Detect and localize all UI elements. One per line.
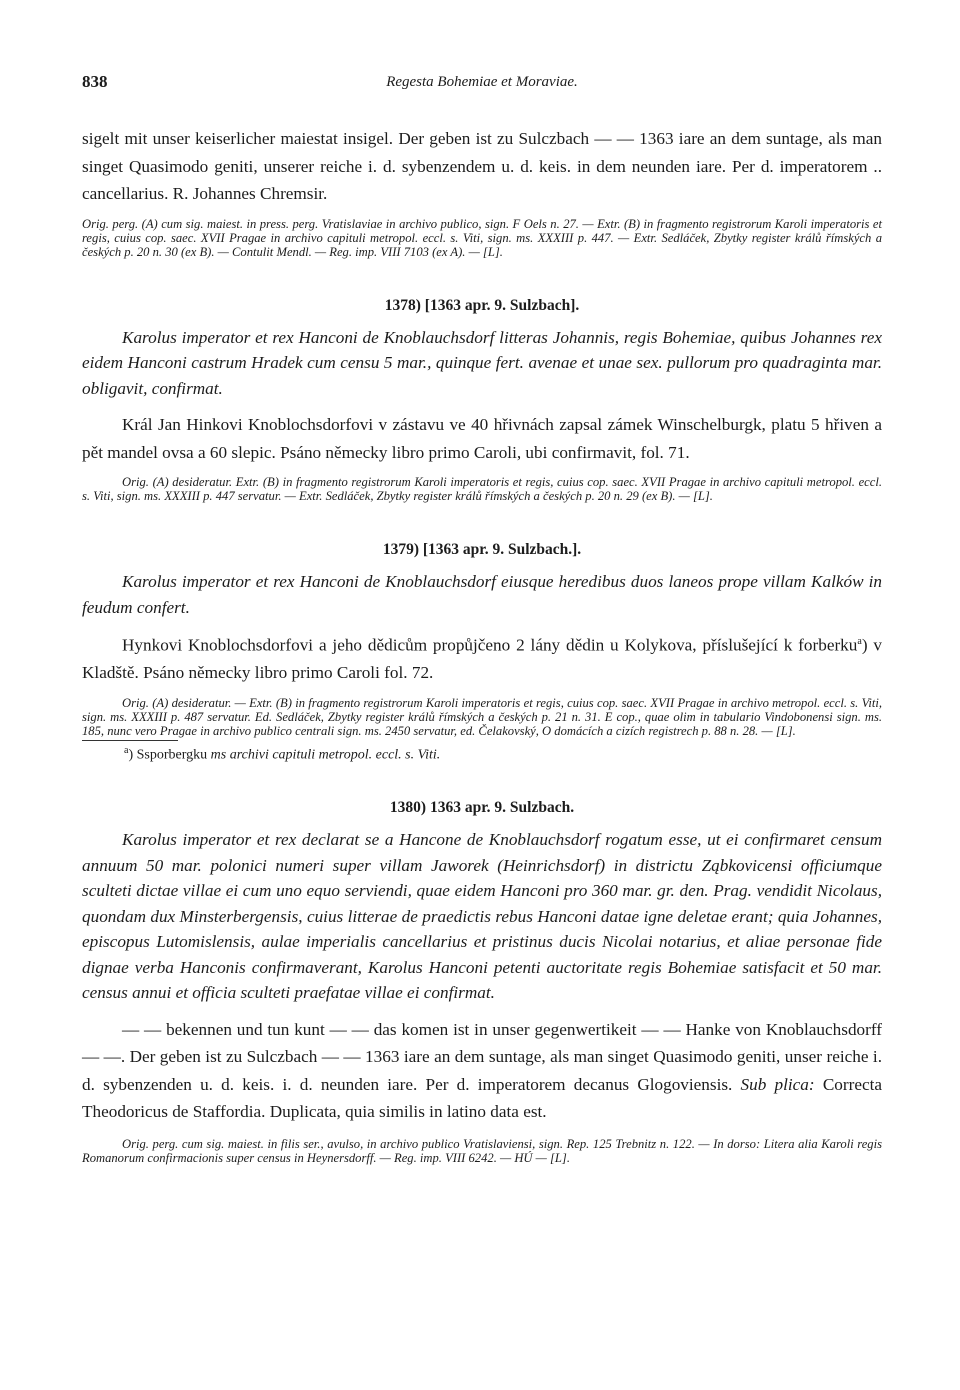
entry-1380-heading: 1380) 1363 apr. 9. Sulzbach. <box>389 799 575 817</box>
footnote-marker: a <box>124 744 129 756</box>
page-header <box>82 72 882 102</box>
footnote <box>82 745 882 764</box>
german-text-part-2: Correcta Theodoricus de Staffordia. Duplicata, quia similis in latino data est. <box>82 1074 883 1122</box>
footnote-divider <box>82 740 178 741</box>
german-text-part-1: — — bekennen und tun kunt — — das komen ist in unser gegenwertikeit — — Hanke von Knoblauchsdorff — —. Der geben ist zu Sulczbach — — 1363 iare an dem suntage, als man singet Quasimodo geniti, unser reiche i. d. sybenzenden u. d. keis. i. d. neunden iare. Per d. imperatorem decanus Glogoviensis. <box>82 1019 882 1094</box>
entry-1378-heading: 1378) [1363 apr. 9. Sulzbach]. <box>384 296 580 314</box>
entry-1379-heading: 1379) [1363 apr. 9. Sulzbach.]. <box>382 541 582 558</box>
entry-1378-latin-summary: Karolus imperator et rex Hanconi de Knoblauchsdorf litteras Johannis, regis Bohemiae, quibus Johannes rex eidem Hanconi castrum Hradek cum censu 5 mar., quinque fert. avenae et unae sex. pullorum pro quadraginta mar. obligavit, confirmat. <box>82 327 882 398</box>
entry-1379-latin-summary: Karolus imperator et rex Hanconi de Knoblauchsdorf eiusque heredibus duos laneos prope villam Kalków in feudum confert. <box>82 572 882 617</box>
sub-plica-label: Sub plica: <box>740 1074 815 1094</box>
entry-1380-note: Orig. perg. cum sig. maiest. in filis ser., avulso, in archivo publico Vratislaviensi, sign. Rep. 125 Trebnitz n. 122. — In dorso: Litera alia Karoli regis Romanorum confirmacionis super census in Heynersdorff. — Reg. imp. VIII 6242. — HÚ — [L]. <box>82 1136 882 1165</box>
entry-1380-german-text <box>82 1016 882 1126</box>
entry-1379-note: Orig. (A) desideratur. — Extr. (B) in fragmento registrorum Karoli imperatoris et regis, cuius cop. saec. XVII Pragae in archivo metropol. eccl. s. Viti, sign. ms. XXXIII p. 487 servatur. Ed. Sedláček, Zbytky register králů římských a českých p. 21 n. 31. E cop., quae olim in tabulario Vindobonensi sign. ms. 185, nunc vero Pragae in archivo publico centrali sign. ms. 2450 servatur, ed. Čelakovský, O domácích a cizích registrech p. 88 n. 28. — [L]. <box>82 695 882 738</box>
czech-text-part-2: ) v Kladště. Psáno německy libro primo Caroli fol. 72. <box>82 635 882 683</box>
document-page <box>82 72 882 1165</box>
intro-note: Orig. perg. (A) cum sig. maiest. in press. perg. Vratislaviae in archivo publico, sign. F Oels n. 27. — Extr. (B) in fragmento registrorum Karoli imperatoris et regis, cuius cop. saec. XVII Pragae in archivo capituli metropol. eccl. s. Viti, sign. ms. XXXIII p. 447. — Extr. Sedláček, Zbytky register králů římských a českých p. 20 n. 30 (ex B). — Contulit Mendl. — Reg. imp. VIII 7103 (ex A). — [L]. <box>82 216 882 259</box>
footnote-word: ) Ssporbergku <box>128 747 208 763</box>
running-title: Regesta Bohemiae et Moraviae. <box>386 74 578 90</box>
entry-1378-czech-summary: Král Jan Hinkovi Knoblochsdorfovi v zástavu ve 40 hřivnách zapsal zámek Winschelburgk, platu 5 hřiven a pět mandel ovsa a 60 slepic. Psáno německy libro primo Caroli, ubi confirmavit, fol. 71. <box>82 415 882 462</box>
entry-1379-czech-summary <box>82 628 882 687</box>
entry-1378-note: Orig. (A) desideratur. Extr. (B) in fragmento registrorum Karoli imperatoris et regis, cuius cop. saec. XVII Pragae in archivo capituli metropol. eccl. s. Viti, sign. ms. XXXIII p. 447 servatur. — Extr. Sedláček, Zbytky register králů římských a českých p. 20 n. 29 (ex B). — [L]. <box>82 475 882 503</box>
footnote-text: ms archivi capituli metropol. eccl. s. Viti. <box>207 747 441 763</box>
page-number: 838 <box>82 72 108 91</box>
intro-text: sigelt mit unser keiserlicher maiestat insigel. Der geben ist zu Sulczbach — — 1363 iare an dem suntage, als man singet Quasimodo geniti, unserer reiche i. d. sybenzendem u. d. keis. in dem neunden iare. Per d. imperatorem .. cancellarius. R. Johannes Chremsir. <box>82 129 882 203</box>
footnote-marker: a <box>857 636 862 647</box>
entry-1380-latin-summary: Karolus imperator et rex declarat se a Hancone de Knoblauchsdorf rogatum esse, ut ei confirmaret censum annuum 50 mar. polonici numeri super villam Jaworek (Heinrichsdorf) in districtu Ząbkovicensi officiumque sculteti dictae villae ei cum uno equo serviendi, quae eidem Hanconi pro 360 mar. gr. den. Prag. vendidit Nicolaus, quondam dux Minsterbergensis, cuius litterae de praedictis rebus Hanconi datae igne deletae erant; quia Johannes, episcopus Lutomislensis, aulae imperialis cancellarius et pristinus ducis Nicolai notarius, et aliae personae fide dignae verba Hanconis confirmaverant, Karolus Hanconi petenti auctoritate regis Bohemiae satisfacit et 50 mar. census annui et officia sculteti praefatae villae ei confirmat. <box>82 830 882 1003</box>
czech-text-part-1: Hynkovi Knoblochsdorfovi a jeho dědicům propůjčeno 2 lány dědin u Kolykova, příslušející k forberku <box>122 635 858 655</box>
